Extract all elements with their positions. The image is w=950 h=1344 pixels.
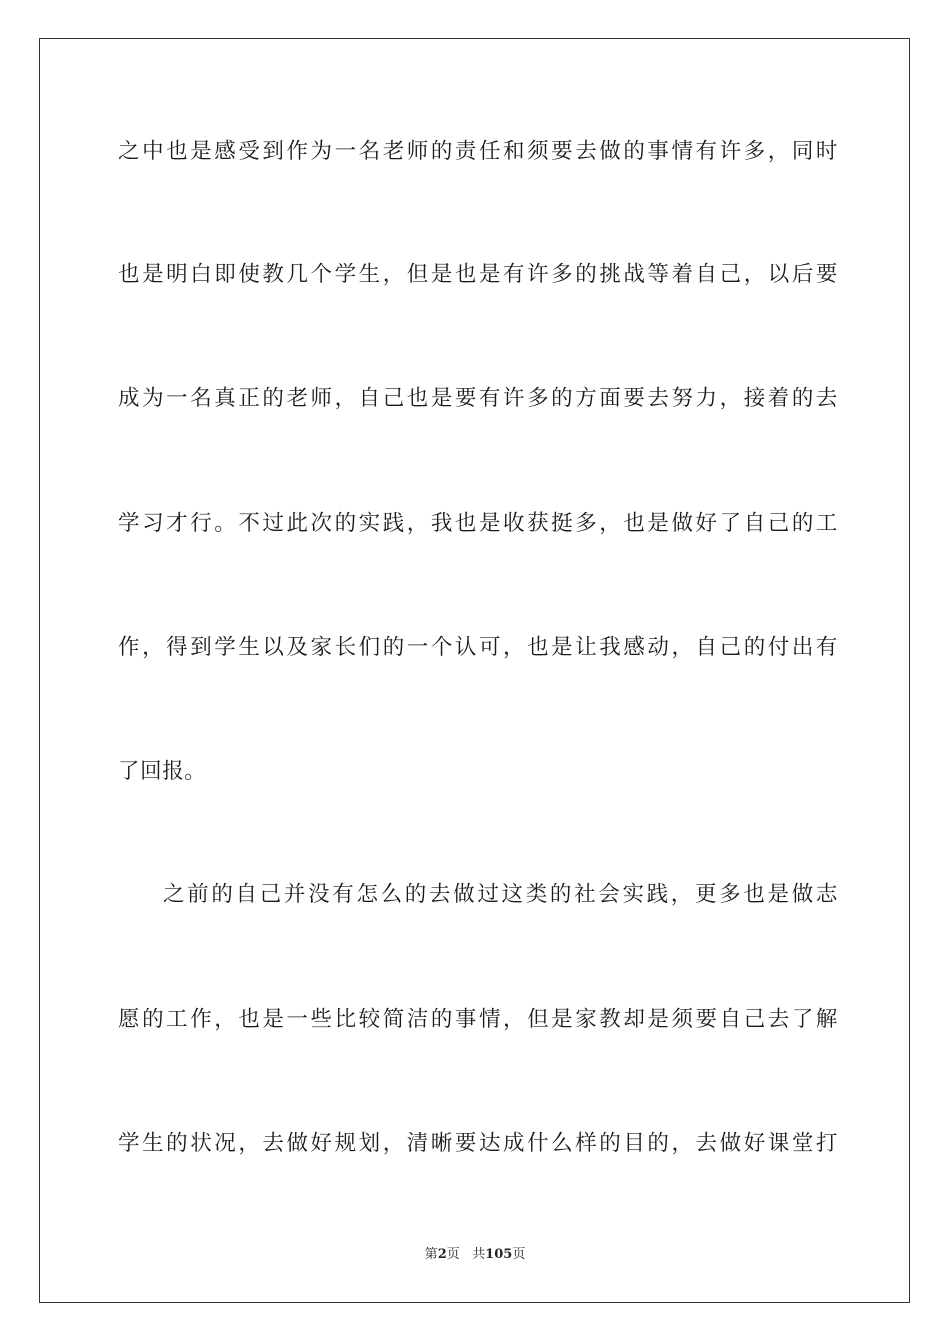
footer-page-suffix: 页 (446, 1247, 460, 1262)
footer-page-number: 2 (437, 1247, 447, 1262)
page-border (39, 38, 910, 1303)
body-text-line: 学生的状况，去做好规划，清晰要达成什么样的目的，去做好课堂打 (118, 1131, 838, 1156)
footer-total-number: 105 (485, 1247, 513, 1262)
body-text-line: 了回报。 (118, 759, 207, 784)
footer-total-prefix: 共 (472, 1247, 486, 1262)
body-text-line: 愿的工作，也是一些比较简洁的事情，但是家教却是须要自己去了解 (118, 1007, 838, 1032)
body-text-line: 学习才行。不过此次的实践，我也是收获挺多，也是做好了自己的工 (118, 511, 838, 536)
body-text-line: 之中也是感受到作为一名老师的责任和须要去做的事情有许多，同时 (118, 139, 838, 164)
footer-total-suffix: 页 (512, 1247, 526, 1262)
paragraph-first-line: 之前的自己并没有怎么的去做过这类的社会实践，更多也是做志 (163, 882, 838, 907)
body-text-line: 成为一名真正的老师，自己也是要有许多的方面要去努力，接着的去 (118, 386, 838, 411)
body-text-line: 作，得到学生以及家长们的一个认可，也是让我感动，自己的付出有 (118, 635, 838, 660)
body-text-line: 也是明白即使教几个学生，但是也是有许多的挑战等着自己，以后要 (118, 262, 838, 287)
page-footer (0, 1246, 950, 1264)
footer-page-prefix: 第 (424, 1247, 438, 1262)
